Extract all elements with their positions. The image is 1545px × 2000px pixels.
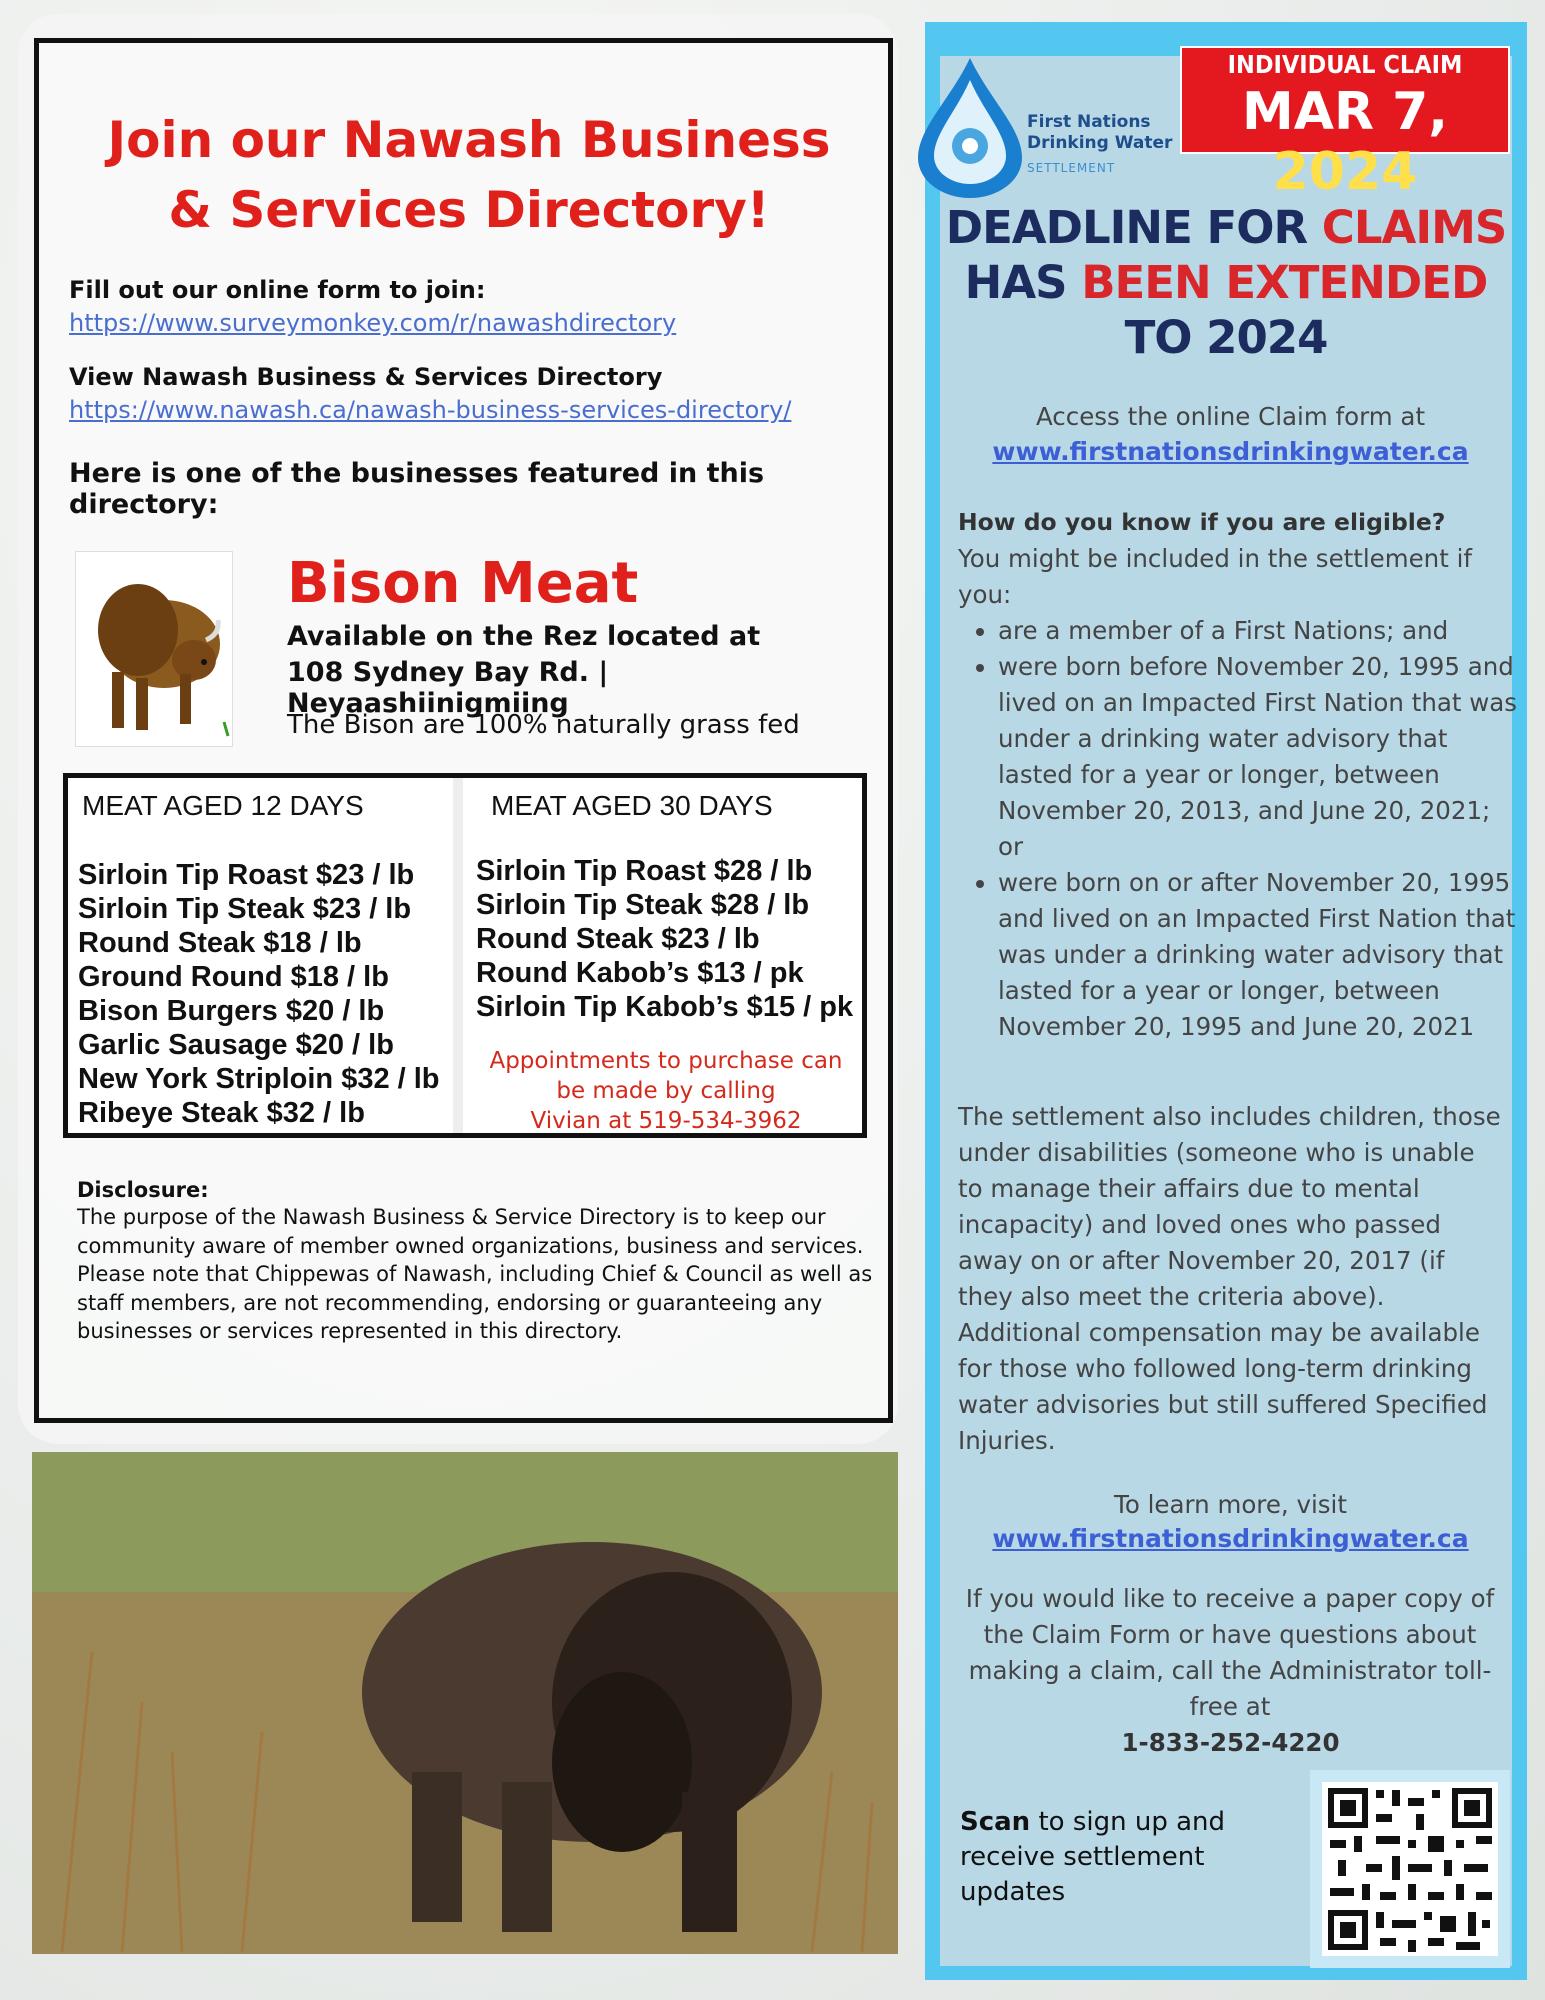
scan-bold: Scan bbox=[960, 1807, 1031, 1837]
learn-more-text: To learn more, visit bbox=[1114, 1490, 1347, 1519]
price-item: Sirloin Tip Kabob’s $15 / pk bbox=[476, 991, 854, 1023]
deadline-text: HAS bbox=[964, 256, 1082, 309]
title-line-1: Join our Nawash Business bbox=[107, 111, 831, 169]
price-item: Ground Round $18 / lb bbox=[78, 961, 389, 993]
qr-code-icon[interactable] bbox=[1310, 1770, 1510, 1968]
column-divider bbox=[453, 778, 463, 1133]
price-item: Sirloin Tip Steak $23 / lb bbox=[78, 893, 412, 925]
business-availability: Available on the Rez located at bbox=[287, 621, 761, 652]
claim-year: 2024 bbox=[1272, 142, 1418, 202]
eligibility-item: • are a member of a First Nations; and bbox=[998, 613, 1518, 649]
logo-text-line: First Nations bbox=[1027, 112, 1151, 132]
col2-header: MEAT AGED 30 DAYS bbox=[491, 790, 773, 821]
disclosure-title: Disclosure: bbox=[77, 1178, 209, 1202]
appointment-phone: Vivian at 519-534-3962 bbox=[530, 1108, 802, 1134]
bison-photo bbox=[32, 1452, 898, 1954]
col2-price-list bbox=[476, 854, 853, 1024]
claim-label: INDIVIDUAL CLAIM bbox=[1227, 50, 1463, 79]
disclosure-text: The purpose of the Nawash Business & Service Directory is to keep our community aware of member owned organizations, business and services. Please note that Chippewas of Nawash, including Chief & Council as well as staff members, are not recommending, endorsing or guaranteeing any businesses or services represented in this directory. bbox=[77, 1205, 873, 1343]
scan-text: to sign up and receive settlement updates bbox=[960, 1807, 1226, 1907]
business-note: The Bison are 100% naturally grass fed bbox=[287, 710, 800, 740]
deadline-highlight: BEEN EXTENDED bbox=[1081, 256, 1488, 309]
price-item: Sirloin Tip Steak $28 / lb bbox=[476, 889, 810, 921]
settlement-details: The settlement also includes children, those under disabilities (someone who is unable to manage their affairs due to mental incapacity) and loved ones who passed away on or after November 20, 2017 (if they also meet the criteria above). Additional compensation may be available for those who followed long-term drinking water advisories but still suffered Specified Injuries. bbox=[958, 1102, 1501, 1455]
paper-copy-text: If you would like to receive a paper copy of the Claim Form or have questions about making a claim, call the Administrator toll-free at bbox=[965, 1584, 1495, 1721]
bison-clipart bbox=[75, 551, 233, 747]
eligibility-item: • were born before November 20, 1995 and lived on an Impacted First Nation that was under a drinking water advisory that lasted for a year or longer, between November 20, 2013, and June 20, 2021; or bbox=[998, 649, 1518, 865]
price-item: Round Steak $23 / lb bbox=[476, 923, 760, 955]
logo-subtitle: SETTLEMENT bbox=[1027, 161, 1116, 175]
eligibility-item: • were born on or after November 20, 1995 and lived on an Impacted First Nation that was under a drinking water advisory that lasted for a year or longer, between November 20, 1995 and June 20, 2021 bbox=[998, 865, 1518, 1045]
page-title bbox=[79, 105, 859, 245]
claim-deadline-badge bbox=[1180, 46, 1510, 202]
logo-text-line: Drinking Water bbox=[1027, 133, 1173, 153]
form-label: Fill out our online form to join: bbox=[69, 276, 486, 304]
featured-intro: Here is one of the businesses featured in this directory: bbox=[69, 458, 765, 520]
claim-date-text: MAR 7, bbox=[1241, 82, 1449, 142]
price-item: Bison Burgers $20 / lb bbox=[78, 995, 385, 1027]
scan-instructions bbox=[960, 1805, 1260, 1910]
title-line-2: & Services Directory! bbox=[168, 181, 770, 239]
appointment-line: be made by calling bbox=[556, 1078, 776, 1104]
price-item: Round Steak $18 / lb bbox=[78, 927, 362, 959]
deadline-highlight: CLAIMS bbox=[1321, 201, 1507, 254]
appointment-line: Appointments to purchase can bbox=[489, 1048, 843, 1074]
appointment-note bbox=[466, 1046, 866, 1136]
business-address: 108 Sydney Bay Rd. | Neyaashiinigmiing bbox=[287, 657, 609, 719]
price-item: Ribeye Steak $32 / lb bbox=[78, 1097, 365, 1129]
price-item: Garlic Sausage $20 / lb bbox=[78, 1029, 394, 1061]
learn-more-link[interactable]: www.firstnationsdrinkingwater.ca bbox=[992, 1524, 1469, 1553]
claim-site-link[interactable]: www.firstnationsdrinkingwater.ca bbox=[992, 437, 1469, 466]
eligibility-intro: You might be included in the settlement if you: bbox=[958, 544, 1473, 609]
price-item: New York Striploin $32 / lb bbox=[78, 1063, 440, 1095]
view-label: View Nawash Business & Services Directory bbox=[69, 363, 663, 391]
price-table bbox=[63, 773, 867, 1138]
price-item: Round Kabob’s $13 / pk bbox=[476, 957, 804, 989]
deadline-text: DEADLINE FOR bbox=[945, 201, 1322, 254]
directory-link[interactable]: https://www.nawash.ca/nawash-business-services-directory/ bbox=[69, 396, 792, 424]
form-link[interactable]: https://www.surveymonkey.com/r/nawashdirectory bbox=[69, 309, 677, 337]
administrator-phone: 1-833-252-4220 bbox=[1121, 1728, 1340, 1757]
water-drop-logo-icon bbox=[910, 50, 1030, 200]
eligibility-question: How do you know if you are eligible? bbox=[958, 508, 1446, 536]
directory-panel bbox=[34, 38, 893, 1423]
col1-header: MEAT AGED 12 DAYS bbox=[82, 790, 364, 821]
deadline-text: TO 2024 bbox=[1124, 311, 1328, 364]
eligibility-list bbox=[970, 613, 1518, 1045]
business-name: Bison Meat bbox=[287, 551, 639, 616]
price-item: Sirloin Tip Roast $28 / lb bbox=[476, 855, 813, 887]
claim-date bbox=[1182, 82, 1508, 202]
access-text: Access the online Claim form at bbox=[1035, 402, 1426, 431]
logo-text bbox=[1027, 112, 1172, 154]
deadline-heading bbox=[940, 200, 1512, 365]
price-item: Sirloin Tip Roast $23 / lb bbox=[78, 859, 415, 891]
col1-price-list bbox=[78, 858, 440, 1130]
